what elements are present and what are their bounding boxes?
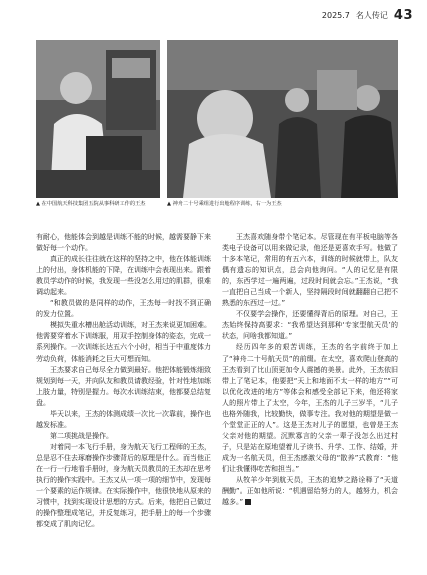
photo-caption: ▲ 神舟二十号乘组进行出舱程序训练，右一为王杰: [167, 201, 282, 207]
photo-caption: ▲ 在中国航天科技集团五院从事科研工作的王杰: [36, 201, 146, 207]
paragraph: 模拟失重水槽出舱活动训练，对王杰来说更加困难。他需要穿着水下训练服，用双手控制身体的姿态，完成一系列操作。一次训练长达五六个小时，相当于中重度体力劳动负荷，体能消耗之巨大可想而知。: [36, 321, 211, 363]
page-header: [322, 8, 413, 23]
issue-date: 2025.7: [321, 11, 350, 20]
paragraph: 第二项挑战是操作。: [50, 431, 113, 440]
paragraph: 有耐心，他能体会到越是训练不能的时候，越需要静下来做好每一个动作。: [36, 233, 211, 253]
paragraph: 对着同一本飞行手册，身为航天飞行工程师的王杰，总是忍不住去琢磨操作步骤背后的原理是什么。而当他正在一行一行地看手册时，身为航天员教员的王杰却在思考执行的操作实践中。王杰又从一项一项的细节中，发现每一个要素的运作规律。在实际操作中，他很快地从原来的习惯中，找到实现设计思想的方式。后来，他把自己做过的操作整理成笔记，并反复练习，把手册上的每一个步骤都变成了肌肉记忆。: [36, 442, 211, 529]
paragraph: 经历四年多的艰苦训练，王杰的名字前终于加上了“神舟二十号航天员”的前缀。在太空，喜欢爬山登高的王杰看到了比山顶更加令人震撼的美景。此外，王杰依旧带上了笔记本，他要把“天上和地面不太一样的地方”“可以优化改进的地方”等体会和感受全部记下来，他还将家人的照片带上了太空，今年，王杰的儿子三岁半，“儿子也格外随我，比较勤快，做事专注。我对他的期望是做一个堂堂正正的人”。这是王杰对儿子的愿望，也曾是王杰父亲对他的期望。沉默寡言的父亲一辈子没怎么出过村子，只是站在原地望着儿子读书、升学、工作、结婚，并成为一名航天员，但王杰感激父母的“散养”式教育：“他们让我懂得吃苦和担当。”: [222, 343, 398, 473]
article-left-column: [36, 232, 211, 530]
paragraph: 毕天以来，王杰的体测成绩一次比一次靠前，操作也越发标准。: [36, 409, 211, 429]
section-title: 名人传记: [355, 11, 388, 20]
paragraph: 王杰喜欢随身带个笔记本。尽管现在有平板电脑等各类电子设备可以用来做记录，他还是更喜欢手写。他做了十多本笔记，常用的有五六本，训练的时候就带上，队友偶有遗忘的知识点，总会向他询问。“人的记忆是有限的，东西学过一遍两遍，过段时间就会忘。”王杰说，“我一直把自己当成一个新人，坚持隔段时间就翻翻自己把不熟悉的东西过一过。”: [222, 233, 398, 308]
end-mark-icon: [245, 499, 251, 505]
paragraph: 王杰要求自己每尽全力做到最好。他把体能锻炼细致规划到每一天，并向队友和教员请教经验，针对性地加练上肢力量，特别是握力。每次水训练结束，他都要总结复盘。: [36, 365, 211, 407]
paragraph: 从牧羊少年到航天员，王杰的追梦之路诠释了“天道酬勤”。正如他所说：“机遇留给努力的人，越努力，机会越多。”: [222, 476, 398, 507]
paragraph: 不仅要学会操作，还要懂得背后的原理。对自己，王杰始终保持高要求：“我希望达到那种‘专家型航天员’的状态，问啥我都知道。”: [222, 310, 398, 341]
article-right-column: [222, 232, 398, 508]
photo-eva-training: [167, 40, 398, 198]
page-number: 43: [393, 8, 413, 23]
paragraph: “和教员做的是同样的动作，王杰每一时找不到正确的发力位置。: [36, 299, 211, 319]
photo-lab-work: [36, 40, 160, 198]
paragraph: 真正的成长往往就在这样的坚持之中，他在体能训练上的付出，身体机能的下降，在训练中会表现出来。跟着教员学动作的时候，我发现一些没怎么用过的肌群，很难调动起来。: [36, 255, 211, 297]
